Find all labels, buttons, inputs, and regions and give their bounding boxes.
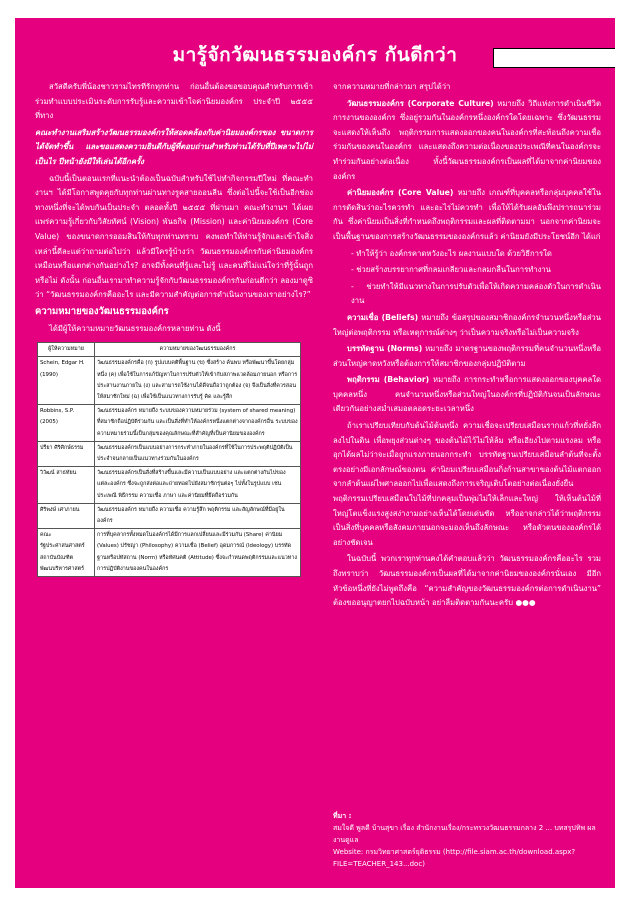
section-intro: ได้มีผู้ให้ความหมายวัฒนธรรมองค์กรหลายท่าน ดังนี้ bbox=[49, 323, 221, 333]
definition-beliefs: หมายถึง ข้อสรุปของสมาชิกองค์กรจำนวนหนึ่งหรือส่วนใหญ่ต่อพฤติกรรม หรือเหตุการณ์ต่างๆ ว่าเป็นความจริงหรือไม่เป็นความจริง bbox=[333, 312, 601, 337]
table-cell-meaning: วัฒนธรรมองค์กร หมายถึง ระบบของความหมายร่วม (system of shared meaning) ที่สมาชิกถือปฏิบัติร่วมกัน และเป็นสิ่งที่ทำให้องค์กรหนึ่งแตกต่างจากองค์กรอื่น ระบบของความหมายร่วมนี้เป็นกลุ่มของคุณลักษณะที่สำคัญที่เป็นค่านิยมขององค์กร bbox=[95, 405, 301, 442]
table-row bbox=[38, 441, 301, 466]
end-dots: ●●● bbox=[515, 598, 536, 608]
paragraph-intro: ฉบับนี้เป็นตอนแรกที่แนะนำต้องเป็นฉบับสำหรับใช้ไปทำกิจกรรมปีใหม่ ที่คณะทำงานฯ ได้มีโอกาสพูดคุยกับทุกท่านผ่านทางรูคสายออนลีน ซึ่งต่อไปนี้จะใช้เป็นอีกช่องทางหนึ่งที่จะได้พบกันเป็นประจำ ตลอดทั้งปี ๒๕๕๕ ที่ผ่านมา คณะทำงานฯ ได้เผยแพร่ความรู้เกี่ยวกับวิสัยทัศน์ (Vision) พันธกิจ (Mission) และค่านิยมองค์กร (Core Value) ของขนาดการออมสินให้กับทุกท่านทราบ คงพอทำให้ท่านรู้จักและเข้าใจสิ่งเหล่านี้ดีละแต่ว่าถามต่อไปว่า แล้วมีใครรู้บ้างว่า วัฒนธรรมองค์กรกับค่านิยมองค์กรเหมือนหรือแตกต่างกันอย่างไร? อาจมีทั้งคนที่รู้และไม่รู้ และคนที่ไม่แน่ใจว่าที่รู้นั้นถูกหรือไม่ ดังนั้น ก่อนอื่นเรามาทำความรู้จักกับวัฒนธรรมองค์กรกันก่อนดีกว่า ลองมาดูซิว่า “วัฒนธรรมองค์กรคืออะไร และมีความสำคัญต่อการดำเนินงานของเราอย่างไร?” bbox=[35, 173, 313, 300]
table-row bbox=[38, 503, 301, 528]
page-title: มารู้จักวัฒนธรรมองค์กร กันดีกว่า bbox=[172, 44, 458, 66]
summary-intro: จากความหมายที่กล่าวมา สรุปได้ว่า bbox=[333, 82, 451, 91]
paragraph-beliefs bbox=[333, 311, 601, 340]
references-label: ที่มา : bbox=[333, 812, 352, 820]
table-header-row bbox=[38, 343, 301, 357]
table-cell-source: ปรียา ศิริศิกษ์ธรรม bbox=[38, 441, 95, 466]
definition-norms: หมายถึง มาตรฐานของพฤติกรรมที่คนจำนวนหนึ่งหรือส่วนใหญ่คาดหวังหรือต้องการให้สมาชิกของกลุ่มปฏิบัติตาม bbox=[333, 344, 601, 368]
definitions-table bbox=[37, 342, 301, 577]
table-cell-meaning: วัฒนธรรมองค์กรเป็นสิ่งที่สร้างขึ้นและมีความเป็นแบบอย่าง และแตกต่างกันไปของแต่ละองค์กร ซึ่งจะถูกส่งต่อและถ่ายทอดไปยังสมาชิกรุ่นต่อๆ ไปทั้งในรูปแบบ เช่น ประเพณี พิธีกรรม ความเชื่อ ภาษา และค่านิยมที่ยึดถือร่วมกัน bbox=[95, 467, 301, 504]
paragraph-closing bbox=[333, 552, 601, 610]
table-header-meaning: ความหมายของวัฒนธรรมองค์กร bbox=[95, 343, 301, 357]
references bbox=[333, 810, 601, 870]
paragraph-greeting: สวัสดีครับพี่น้องชาวรามไทรทีรักทุกท่าน ก่อนอื่นต้องขอขอบคุณสำหรับการเข้าร่วมทำแบบประเมินระดับการรับรู้และความเข้าใจค่านิยมองค์กร ประจำปี ๒๕๕๕ ที่ทาง bbox=[35, 82, 313, 121]
paragraph-tree-analogy: ถ้าเราเปรียบเทียบกับต้นไม้ต้นหนึ่ง ความเชื่อจะเปรียบเสมือนรากแก้วที่หยั่งลึกลงไปในดิน เพื่อพยุงส่วนต่างๆ ของต้นไม้ไว้ไม่ให้ล้ม หรือเอียงไปตามแรงลม หรืออุกได้ผลไม่ว่าจะเมื่อถูกแรงภายนอกกระทำ บรรทัดฐานเปรียบเสมือนลำต้นที่จะตั้งตรงอย่างมีเอกลักษณ์ของตน ค่านิยมเปรียบเสมือนกิ่งก้านสาขาของต้นไม้แตกออกจากลำต้นแผ่ไพศาลออกไปเพื่อแสดงถึงการเจริญเติบโตอย่างต่อเนื่องยั่งยืน พฤติกรรมเปรียบเสมือนใบไม้ที่ปกคลุมเป็นพุ่มไม่ให้เล็กและใหญ่ ให้เห็นต้นไม้ที่ใหญ่โตแข็งแรงสูงสง่างามอย่างเห็นได้โดยเด่นชัด หรืออาจกล่าวได้ว่าพฤติกรรมเป็นสิ่งที่บุคคลหรือสังคมภายนอกจะมองเห็นถึงลักษณะ หรือตัวตนขององค์กรได้อย่างชัดเจน bbox=[333, 421, 601, 547]
table-cell-source: วิวัฒน์ สาธทัยน bbox=[38, 467, 95, 504]
list-item: - ช่วยสร้างบรรยากาศที่กลมเกลียวและกลมกลืนในการทำงาน bbox=[351, 265, 551, 275]
table-cell-source: Schein, Edgar H. (1990) bbox=[38, 357, 95, 405]
left-column bbox=[35, 80, 313, 577]
paragraph-core-value bbox=[333, 186, 601, 244]
closing-text: ในฉบับนี้ พวกเราทุกท่านคงได้คำตอบแล้วว่า วัฒนธรรมองค์กรคืออะไร รวมถึงทราบว่า วัฒนธรรมองค์กรเป็นผลที่ได้มาจากค่านิยมขององค์กรนั่นเอง มีอีกหัวข้อหนึ่งที่ยังไม่พูดถึงคือ “ความสำคัญของวัฒนธรรมองค์กรต่อการดำเนินงาน” ต้องขออนุญาตยกไปฉบับหน้า อย่าลืมติดตามกันนะครับ bbox=[333, 554, 601, 608]
definition-corporate-culture: หมายถึง วิถีแห่งการดำเนินชีวิตการงานขององค์กร ซึ่งอยู่รวมกันในองค์กรหนึ่งองค์กรใดโดยเฉพาะ ซึ่งวัฒนธรรมจะแสดงให้เห็นถึง พฤติกรรมการแสดงออกของคนในองค์กรที่สะท้อนถึงความเชื่อร่วมกันของคนในองค์กร และแสดงถึงความต่อเนื่องของประเพณีที่คนในองค์กรจะทำร่วมกันอย่างต่อเนื่อง ทั้งนี้วัฒนธรรมองค์กรเป็นผลที่ได้มาจากค่านิยมขององค์กร bbox=[333, 98, 601, 181]
table-row bbox=[38, 405, 301, 442]
definition-behavior: หมายถึง การกระทำหรือการแสดงออกของบุคคลใดบุคคลหนึ่ง คนจำนวนหนึ่งหรือส่วนใหญ่ในองค์กรที่ปฏิบัติกันจนเป็นลักษณะเดียวกันอย่างสม่ำเสมอตลอดระยะเวลาหนึ่ง bbox=[333, 375, 601, 414]
table-cell-meaning: การที่บุคลากรทั้งหมดในองค์กรได้มีการแลกเปลี่ยนและมีร่วมกัน (Share) ค่านิยม (Values) ปรัชญา (Philosophy) ความเชื่อ (Belief) อุดมการณ์ (Ideology) บรรทัดฐานหรือปทัสถาน (Norm) หรือทัศนคติ (Attitude) ซึ่งจะกำหนดพฤติกรรมและแนวทางการปฏิบัติงานของคนในองค์กร bbox=[95, 529, 301, 577]
paragraph-norms bbox=[333, 342, 601, 371]
term-norms: บรรทัดฐาน (Norms) bbox=[347, 344, 423, 354]
table-cell-source: Robbins, S.P. (2005) bbox=[38, 405, 95, 442]
term-corporate-culture: วัฒนธรรมองค์กร (Corporate Culture) bbox=[347, 98, 494, 108]
section-heading: ความหมายของวัฒนธรรมองค์กร bbox=[35, 305, 169, 317]
table-cell-meaning: วัฒนธรรมองค์กรคือ (ก) รูปแบบคติพื้นฐาน (ข) ซึ่งสร้าง ค้นพบ หรือพัฒนาขึ้นโดยกลุ่มหนึ่ง (ค) เพื่อใช้ในการแก้ปัญหาในการปรับตัวให้เข้ากับสภาพแวดล้อมภายนอก หรือการประสานงานภายใน (ง) และสามารถใช้งานได้ดีจนถือว่าถูกต้อง (จ) จึงเป็นสิ่งที่ควรสอนให้สมาชิกใหม่ (ฉ) เพื่อใช้เป็นแนวทางการรับรู้ คิด และรู้สึก bbox=[95, 357, 301, 405]
table-cell-source: ศิริพงษ์ เศาภายน bbox=[38, 503, 95, 528]
paragraph-committee: คณะทำงานเสริมสร้างวัฒนธรรมองค์กรให้สอดคล้องกับค่านิยมองค์กรของ ขนาดการได้จัดทำขึ้น และขอแสดงความยินดีกับผู้ที่ตอบถ่านสำหรับท่านได้รับที่ปีเพลาะไปไม่เป็นไร ปีหน้ายังมีให้เล่นได้อีกครั้ง bbox=[35, 127, 313, 166]
list-item: - ทำให้รู้ว่า องค์กรคาดหวังอะไร ผลงานแบบใด ด้วยวิธีการใด bbox=[351, 248, 552, 258]
table-row bbox=[38, 357, 301, 405]
table-cell-meaning: วัฒนธรรมองค์กรเป็นแบบอย่างการกระทำภายในองค์กรที่ใช้ในการประพฤติปฏิบัติเป็นประจำจนกลายเป็นแนวทางร่วมกันในองค์กร bbox=[95, 441, 301, 466]
definition-core-value: หมายถึง เกณฑ์ที่บุคคลหรือกลุ่มบุคคลใช้ในการตัดสินว่าอะไรควรทำ และอะไรไม่ควรทำ เพื่อให้ได้รับผลอันพึงปรารถนาร่วมกัน ซึ่งค่านิยมเป็นสิ่งที่กำหนดถึงพฤติกรรมและผลที่ติดตามมา นอกจากค่านิยมจะเป็นพื้นฐานของการสร้างวัฒนธรรมขององค์กรแล้ว ค่านิยมยังมีประโยชน์อีก ได้แก่ bbox=[333, 188, 601, 241]
table-row bbox=[38, 529, 301, 577]
table-row bbox=[38, 467, 301, 504]
paragraph-behavior bbox=[333, 373, 601, 417]
paragraph-corporate-culture bbox=[333, 97, 601, 185]
reference-line: Website: กรมวิทยาศาสตร์ยุติธรรม (http://file.siam.ac.th/download.aspx?FILE=TEACHER_143...doc) bbox=[333, 848, 576, 868]
term-behavior: พฤติกรรม (Behavior) bbox=[347, 375, 430, 385]
term-beliefs: ความเชื่อ (Beliefs) bbox=[347, 312, 419, 322]
table-cell-meaning: วัฒนธรรมองค์กร หมายถึง ความเชื่อ ความรู้สึก พฤติกรรม และสัญลักษณ์ที่มีอยู่ในองค์กร bbox=[95, 503, 301, 528]
term-core-value: ค่านิยมองค์กร (Core Value) bbox=[347, 188, 454, 198]
magazine-page bbox=[15, 18, 615, 888]
table-header-source: ผู้ให้ความหมาย bbox=[38, 343, 95, 357]
reference-line: สมใจดี พูลดี บ้านสุขา เรื่อง สำนักงานเรื่อง/กระทรวงวัฒนธรรมกลาง 2 ... บทสรุปทิพ ผลงานดูแล bbox=[333, 824, 596, 844]
table-cell-source: คณะรัฐประศาสนศาสตร์ สถาบันบัณฑิตพัฒนบริหารศาสตร์ bbox=[38, 529, 95, 577]
list-item: - ช่วยทำให้มีแนวทางในการปรับตัวเพื่อให้เกิดความคล่องตัวในการดำเนินงาน bbox=[351, 281, 601, 306]
right-column bbox=[333, 80, 601, 613]
